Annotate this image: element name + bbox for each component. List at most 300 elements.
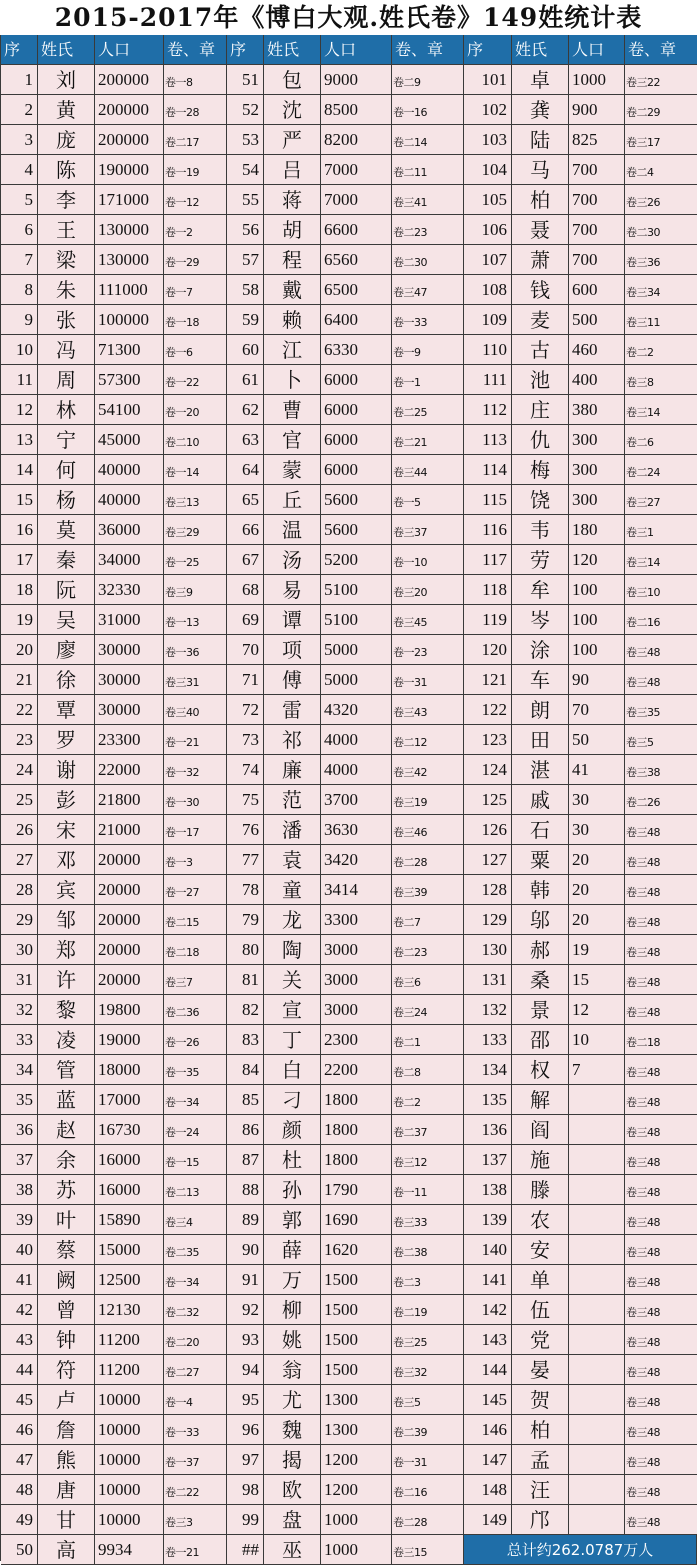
table-row xyxy=(227,1175,464,1205)
surname-cell: 甘 xyxy=(38,1505,95,1535)
row-index-cell: 87 xyxy=(227,1145,264,1175)
table-row xyxy=(227,305,464,335)
volume-chapter-cell: 卷三48 xyxy=(625,1355,697,1385)
population-cell: 1500 xyxy=(321,1355,392,1385)
row-index-cell: 80 xyxy=(227,935,264,965)
row-index-cell: 18 xyxy=(1,575,38,605)
population-cell: 50 xyxy=(569,725,625,755)
surname-cell: 袁 xyxy=(264,845,321,875)
surname-cell: 盘 xyxy=(264,1505,321,1535)
population-cell: 700 xyxy=(569,215,625,245)
table-column-block xyxy=(0,35,227,1561)
table-row xyxy=(227,725,464,755)
population-cell: 8200 xyxy=(321,125,392,155)
total-summary: 总计约262.0787万人 xyxy=(463,1535,697,1565)
population-cell: 16000 xyxy=(95,1175,164,1205)
table-row xyxy=(1,425,227,455)
volume-chapter-cell: 卷三32 xyxy=(392,1355,464,1385)
volume-chapter-cell: 卷三48 xyxy=(625,1235,697,1265)
row-index-cell: 105 xyxy=(464,185,512,215)
table-row xyxy=(227,1205,464,1235)
row-index-cell: 53 xyxy=(227,125,264,155)
volume-chapter-cell: 卷一26 xyxy=(164,1025,227,1055)
surname-cell: 萧 xyxy=(512,245,569,275)
population-cell: 90 xyxy=(569,665,625,695)
surname-cell: 柏 xyxy=(512,185,569,215)
surname-cell: 戴 xyxy=(264,275,321,305)
volume-chapter-cell: 卷一33 xyxy=(164,1415,227,1445)
surname-cell: 高 xyxy=(38,1535,95,1565)
volume-chapter-cell: 卷二17 xyxy=(164,125,227,155)
table-row xyxy=(227,1325,464,1355)
row-index-cell: 101 xyxy=(464,65,512,95)
volume-chapter-cell: 卷一29 xyxy=(164,245,227,275)
volume-chapter-cell: 卷三48 xyxy=(625,875,697,905)
surname-cell: 童 xyxy=(264,875,321,905)
population-cell: 111000 xyxy=(95,275,164,305)
surname-cell: 卜 xyxy=(264,365,321,395)
population-cell: 300 xyxy=(569,455,625,485)
row-index-cell: 117 xyxy=(464,545,512,575)
population-cell: 12500 xyxy=(95,1265,164,1295)
volume-chapter-cell: 卷二38 xyxy=(392,1235,464,1265)
table-row xyxy=(1,635,227,665)
table-row xyxy=(1,215,227,245)
surname-cell: 熊 xyxy=(38,1445,95,1475)
volume-chapter-cell: 卷三48 xyxy=(625,1085,697,1115)
row-index-cell: 104 xyxy=(464,155,512,185)
surname-cell: 林 xyxy=(38,395,95,425)
population-cell: 10 xyxy=(569,1025,625,1055)
row-index-cell: 10 xyxy=(1,335,38,365)
surname-cell: 戚 xyxy=(512,785,569,815)
table-row xyxy=(1,245,227,275)
volume-chapter-cell: 卷一31 xyxy=(392,665,464,695)
table-row xyxy=(227,515,464,545)
surname-cell: 祁 xyxy=(264,725,321,755)
table-column-block xyxy=(463,35,697,1561)
row-index-cell: 54 xyxy=(227,155,264,185)
population-cell: 200000 xyxy=(95,65,164,95)
volume-chapter-cell: 卷二16 xyxy=(392,1475,464,1505)
volume-chapter-cell: 卷三41 xyxy=(392,185,464,215)
population-cell: 32330 xyxy=(95,575,164,605)
volume-chapter-cell: 卷二3 xyxy=(392,1265,464,1295)
volume-chapter-cell: 卷二6 xyxy=(625,425,697,455)
surname-cell: 欧 xyxy=(264,1475,321,1505)
row-index-cell: 127 xyxy=(464,845,512,875)
surname-cell: 吴 xyxy=(38,605,95,635)
row-index-cell: 70 xyxy=(227,635,264,665)
surname-cell: 万 xyxy=(264,1265,321,1295)
volume-chapter-cell: 卷一36 xyxy=(164,635,227,665)
table-row xyxy=(1,275,227,305)
volume-chapter-cell: 卷二30 xyxy=(625,215,697,245)
table-row xyxy=(1,1145,227,1175)
volume-chapter-cell: 卷二12 xyxy=(392,725,464,755)
surname-cell: 卢 xyxy=(38,1385,95,1415)
population-cell: 100 xyxy=(569,605,625,635)
surname-cell: 丁 xyxy=(264,1025,321,1055)
volume-chapter-cell: 卷三40 xyxy=(164,695,227,725)
row-index-cell: 65 xyxy=(227,485,264,515)
table-row xyxy=(227,785,464,815)
surname-cell: 劳 xyxy=(512,545,569,575)
population-cell: 1500 xyxy=(321,1295,392,1325)
population-cell: 6500 xyxy=(321,275,392,305)
surname-cell: 庞 xyxy=(38,125,95,155)
population-cell: 2300 xyxy=(321,1025,392,1055)
table-row xyxy=(464,995,697,1025)
row-index-cell: 51 xyxy=(227,65,264,95)
surname-cell: 韩 xyxy=(512,875,569,905)
population-cell: 3414 xyxy=(321,875,392,905)
population-cell: 20000 xyxy=(95,905,164,935)
row-index-cell: 26 xyxy=(1,815,38,845)
surname-cell: 郑 xyxy=(38,935,95,965)
table-row xyxy=(464,125,697,155)
table-row xyxy=(1,995,227,1025)
volume-chapter-cell: 卷三48 xyxy=(625,1505,697,1535)
surname-cell: 庄 xyxy=(512,395,569,425)
population-cell: 300 xyxy=(569,425,625,455)
row-index-cell: 122 xyxy=(464,695,512,725)
volume-chapter-cell: 卷一10 xyxy=(392,545,464,575)
row-index-cell: 56 xyxy=(227,215,264,245)
surname-cell: 莫 xyxy=(38,515,95,545)
row-index-cell: 16 xyxy=(1,515,38,545)
table-row xyxy=(227,1385,464,1415)
row-index-cell: 76 xyxy=(227,815,264,845)
volume-chapter-cell: 卷二7 xyxy=(392,905,464,935)
table-row xyxy=(464,935,697,965)
row-index-cell: 133 xyxy=(464,1025,512,1055)
population-cell: 10000 xyxy=(95,1445,164,1475)
population-cell: 10000 xyxy=(95,1385,164,1415)
row-index-cell: 132 xyxy=(464,995,512,1025)
table-row xyxy=(227,1235,464,1265)
volume-chapter-cell: 卷一12 xyxy=(164,185,227,215)
population-cell: 20000 xyxy=(95,965,164,995)
row-index-cell: 27 xyxy=(1,845,38,875)
volume-chapter-cell: 卷二22 xyxy=(164,1475,227,1505)
volume-chapter-cell: 卷三48 xyxy=(625,1205,697,1235)
population-cell: 10000 xyxy=(95,1505,164,1535)
volume-chapter-cell: 卷三48 xyxy=(625,995,697,1025)
surname-cell: 凌 xyxy=(38,1025,95,1055)
table-row xyxy=(1,1355,227,1385)
table-row xyxy=(1,1235,227,1265)
row-index-cell: 126 xyxy=(464,815,512,845)
row-index-cell: 62 xyxy=(227,395,264,425)
table-row xyxy=(1,335,227,365)
population-cell: 3630 xyxy=(321,815,392,845)
table-row xyxy=(227,95,464,125)
population-cell: 200000 xyxy=(95,125,164,155)
header-cell: 序 xyxy=(464,35,512,65)
row-index-cell: 95 xyxy=(227,1385,264,1415)
population-cell: 11200 xyxy=(95,1325,164,1355)
surname-cell: 郝 xyxy=(512,935,569,965)
surname-cell: 项 xyxy=(264,635,321,665)
volume-chapter-cell: 卷二9 xyxy=(392,65,464,95)
surname-cell: 姚 xyxy=(264,1325,321,1355)
row-index-cell: 131 xyxy=(464,965,512,995)
page-title: 2015-2017年《博白大观.姓氏卷》149姓统计表 xyxy=(0,0,697,35)
volume-chapter-cell: 卷二2 xyxy=(392,1085,464,1115)
surname-cell: 农 xyxy=(512,1205,569,1235)
volume-chapter-cell: 卷二14 xyxy=(392,125,464,155)
volume-chapter-cell: 卷二28 xyxy=(392,845,464,875)
surname-cell: 粟 xyxy=(512,845,569,875)
volume-chapter-cell: 卷三48 xyxy=(625,1385,697,1415)
table-row xyxy=(464,575,697,605)
table-row xyxy=(227,125,464,155)
volume-chapter-cell: 卷一34 xyxy=(164,1265,227,1295)
volume-chapter-cell: 卷二30 xyxy=(392,245,464,275)
table-row xyxy=(227,185,464,215)
row-index-cell: 90 xyxy=(227,1235,264,1265)
volume-chapter-cell: 卷一31 xyxy=(392,1445,464,1475)
row-index-cell: 141 xyxy=(464,1265,512,1295)
surname-cell: 马 xyxy=(512,155,569,185)
population-cell: 18000 xyxy=(95,1055,164,1085)
row-index-cell: 52 xyxy=(227,95,264,125)
table-row xyxy=(464,755,697,785)
surname-cell: 官 xyxy=(264,425,321,455)
population-cell: 7 xyxy=(569,1055,625,1085)
row-index-cell: 72 xyxy=(227,695,264,725)
table-row xyxy=(1,1325,227,1355)
table-row xyxy=(227,815,464,845)
surname-cell: 景 xyxy=(512,995,569,1025)
row-index-cell: 111 xyxy=(464,365,512,395)
table-row xyxy=(227,845,464,875)
volume-chapter-cell: 卷二8 xyxy=(392,1055,464,1085)
population-cell: 4000 xyxy=(321,755,392,785)
table-row xyxy=(1,1475,227,1505)
surname-cell: 宾 xyxy=(38,875,95,905)
row-index-cell: 140 xyxy=(464,1235,512,1265)
surname-cell: 颜 xyxy=(264,1115,321,1145)
surname-cell: 邹 xyxy=(38,905,95,935)
surname-cell: 李 xyxy=(38,185,95,215)
volume-chapter-cell: 卷二37 xyxy=(392,1115,464,1145)
population-cell xyxy=(569,1235,625,1265)
volume-chapter-cell: 卷二15 xyxy=(164,905,227,935)
volume-chapter-cell: 卷三5 xyxy=(625,725,697,755)
surname-cell: 揭 xyxy=(264,1445,321,1475)
population-cell: 5000 xyxy=(321,665,392,695)
volume-chapter-cell: 卷一22 xyxy=(164,365,227,395)
table-row xyxy=(464,1145,697,1175)
surname-cell: 包 xyxy=(264,65,321,95)
surname-cell: 蒋 xyxy=(264,185,321,215)
table-row xyxy=(464,635,697,665)
table-row xyxy=(464,95,697,125)
table-row xyxy=(464,665,697,695)
row-index-cell: 24 xyxy=(1,755,38,785)
table-row xyxy=(227,1355,464,1385)
population-cell xyxy=(569,1145,625,1175)
row-index-cell: 130 xyxy=(464,935,512,965)
population-cell: 30000 xyxy=(95,635,164,665)
volume-chapter-cell: 卷二23 xyxy=(392,215,464,245)
header-cell: 姓氏 xyxy=(512,35,569,65)
surname-cell: 涂 xyxy=(512,635,569,665)
row-index-cell: 71 xyxy=(227,665,264,695)
population-cell: 40000 xyxy=(95,485,164,515)
population-cell: 17000 xyxy=(95,1085,164,1115)
population-cell: 1500 xyxy=(321,1325,392,1355)
surname-cell: 温 xyxy=(264,515,321,545)
table-row xyxy=(464,1265,697,1295)
surname-cell: 权 xyxy=(512,1055,569,1085)
table-row xyxy=(1,305,227,335)
volume-chapter-cell: 卷二18 xyxy=(625,1025,697,1055)
table-row xyxy=(1,455,227,485)
surname-cell: 龙 xyxy=(264,905,321,935)
row-index-cell: 23 xyxy=(1,725,38,755)
surname-cell: 朗 xyxy=(512,695,569,725)
table-row xyxy=(464,245,697,275)
population-cell: 1300 xyxy=(321,1415,392,1445)
population-cell: 180 xyxy=(569,515,625,545)
row-index-cell: 36 xyxy=(1,1115,38,1145)
population-cell: 6000 xyxy=(321,395,392,425)
surname-cell: 沈 xyxy=(264,95,321,125)
surname-cell: 翁 xyxy=(264,1355,321,1385)
population-cell: 20 xyxy=(569,905,625,935)
population-cell: 34000 xyxy=(95,545,164,575)
table-row xyxy=(1,695,227,725)
table-row xyxy=(1,785,227,815)
population-cell: 1200 xyxy=(321,1445,392,1475)
row-index-cell: 116 xyxy=(464,515,512,545)
surname-cell: 牟 xyxy=(512,575,569,605)
row-index-cell: 119 xyxy=(464,605,512,635)
population-cell: 40000 xyxy=(95,455,164,485)
row-index-cell: 78 xyxy=(227,875,264,905)
table-row xyxy=(464,905,697,935)
population-cell: 900 xyxy=(569,95,625,125)
population-cell: 22000 xyxy=(95,755,164,785)
table-row xyxy=(227,635,464,665)
population-cell: 171000 xyxy=(95,185,164,215)
row-index-cell: 98 xyxy=(227,1475,264,1505)
row-index-cell: 75 xyxy=(227,785,264,815)
table-row xyxy=(464,425,697,455)
population-cell: 15 xyxy=(569,965,625,995)
table-row xyxy=(1,1115,227,1145)
table-row xyxy=(227,1415,464,1445)
volume-chapter-cell: 卷三7 xyxy=(164,965,227,995)
population-cell: 12 xyxy=(569,995,625,1025)
population-cell: 45000 xyxy=(95,425,164,455)
table-row xyxy=(464,1235,697,1265)
population-cell: 71300 xyxy=(95,335,164,365)
volume-chapter-cell: 卷三10 xyxy=(625,575,697,605)
population-cell: 57300 xyxy=(95,365,164,395)
volume-chapter-cell: 卷三48 xyxy=(625,635,697,665)
header-cell: 卷、章 xyxy=(625,35,697,65)
volume-chapter-cell: 卷一1 xyxy=(392,365,464,395)
header-cell: 序 xyxy=(1,35,38,65)
row-index-cell: 110 xyxy=(464,335,512,365)
row-index-cell: 25 xyxy=(1,785,38,815)
table-header-row xyxy=(464,35,697,65)
row-index-cell: 139 xyxy=(464,1205,512,1235)
volume-chapter-cell: 卷一21 xyxy=(164,725,227,755)
table-row xyxy=(1,125,227,155)
volume-chapter-cell: 卷三48 xyxy=(625,845,697,875)
volume-chapter-cell: 卷二23 xyxy=(392,935,464,965)
surname-cell: 傅 xyxy=(264,665,321,695)
table-row xyxy=(464,725,697,755)
table-row xyxy=(227,1085,464,1115)
volume-chapter-cell: 卷三44 xyxy=(392,455,464,485)
surname-cell: 郭 xyxy=(264,1205,321,1235)
surname-cell: 阮 xyxy=(38,575,95,605)
volume-chapter-cell: 卷三34 xyxy=(625,275,697,305)
row-index-cell: 88 xyxy=(227,1175,264,1205)
table-row xyxy=(227,995,464,1025)
row-index-cell: 112 xyxy=(464,395,512,425)
volume-chapter-cell: 卷二36 xyxy=(164,995,227,1025)
surname-cell: 陶 xyxy=(264,935,321,965)
volume-chapter-cell: 卷三9 xyxy=(164,575,227,605)
surname-cell: 杨 xyxy=(38,485,95,515)
row-index-cell: 47 xyxy=(1,1445,38,1475)
header-cell: 姓氏 xyxy=(264,35,321,65)
surname-cell: 宣 xyxy=(264,995,321,1025)
row-index-cell: 137 xyxy=(464,1145,512,1175)
surname-cell: 阎 xyxy=(512,1115,569,1145)
population-cell: 1200 xyxy=(321,1475,392,1505)
volume-chapter-cell: 卷三5 xyxy=(392,1385,464,1415)
row-index-cell: 86 xyxy=(227,1115,264,1145)
population-cell: 6000 xyxy=(321,455,392,485)
population-cell: 1800 xyxy=(321,1115,392,1145)
population-cell: 20000 xyxy=(95,845,164,875)
volume-chapter-cell: 卷一28 xyxy=(164,95,227,125)
surname-cell: 巫 xyxy=(264,1535,321,1565)
population-cell: 30000 xyxy=(95,665,164,695)
row-index-cell: 143 xyxy=(464,1325,512,1355)
row-index-cell: 142 xyxy=(464,1295,512,1325)
volume-chapter-cell: 卷一35 xyxy=(164,1055,227,1085)
surname-cell: 贺 xyxy=(512,1385,569,1415)
row-index-cell: 38 xyxy=(1,1175,38,1205)
surname-cell: 彭 xyxy=(38,785,95,815)
surname-cell: 麦 xyxy=(512,305,569,335)
surname-cell: 谭 xyxy=(264,605,321,635)
volume-chapter-cell: 卷三6 xyxy=(392,965,464,995)
surname-cell: 党 xyxy=(512,1325,569,1355)
row-index-cell: 129 xyxy=(464,905,512,935)
surname-cell: 易 xyxy=(264,575,321,605)
volume-chapter-cell: 卷三14 xyxy=(625,395,697,425)
surname-cell: 许 xyxy=(38,965,95,995)
volume-chapter-cell: 卷一32 xyxy=(164,755,227,785)
population-cell xyxy=(569,1085,625,1115)
volume-chapter-cell: 卷三46 xyxy=(392,815,464,845)
surname-cell: 聂 xyxy=(512,215,569,245)
table-row xyxy=(1,155,227,185)
population-cell xyxy=(569,1445,625,1475)
surname-cell: 蔡 xyxy=(38,1235,95,1265)
surname-cell: 石 xyxy=(512,815,569,845)
